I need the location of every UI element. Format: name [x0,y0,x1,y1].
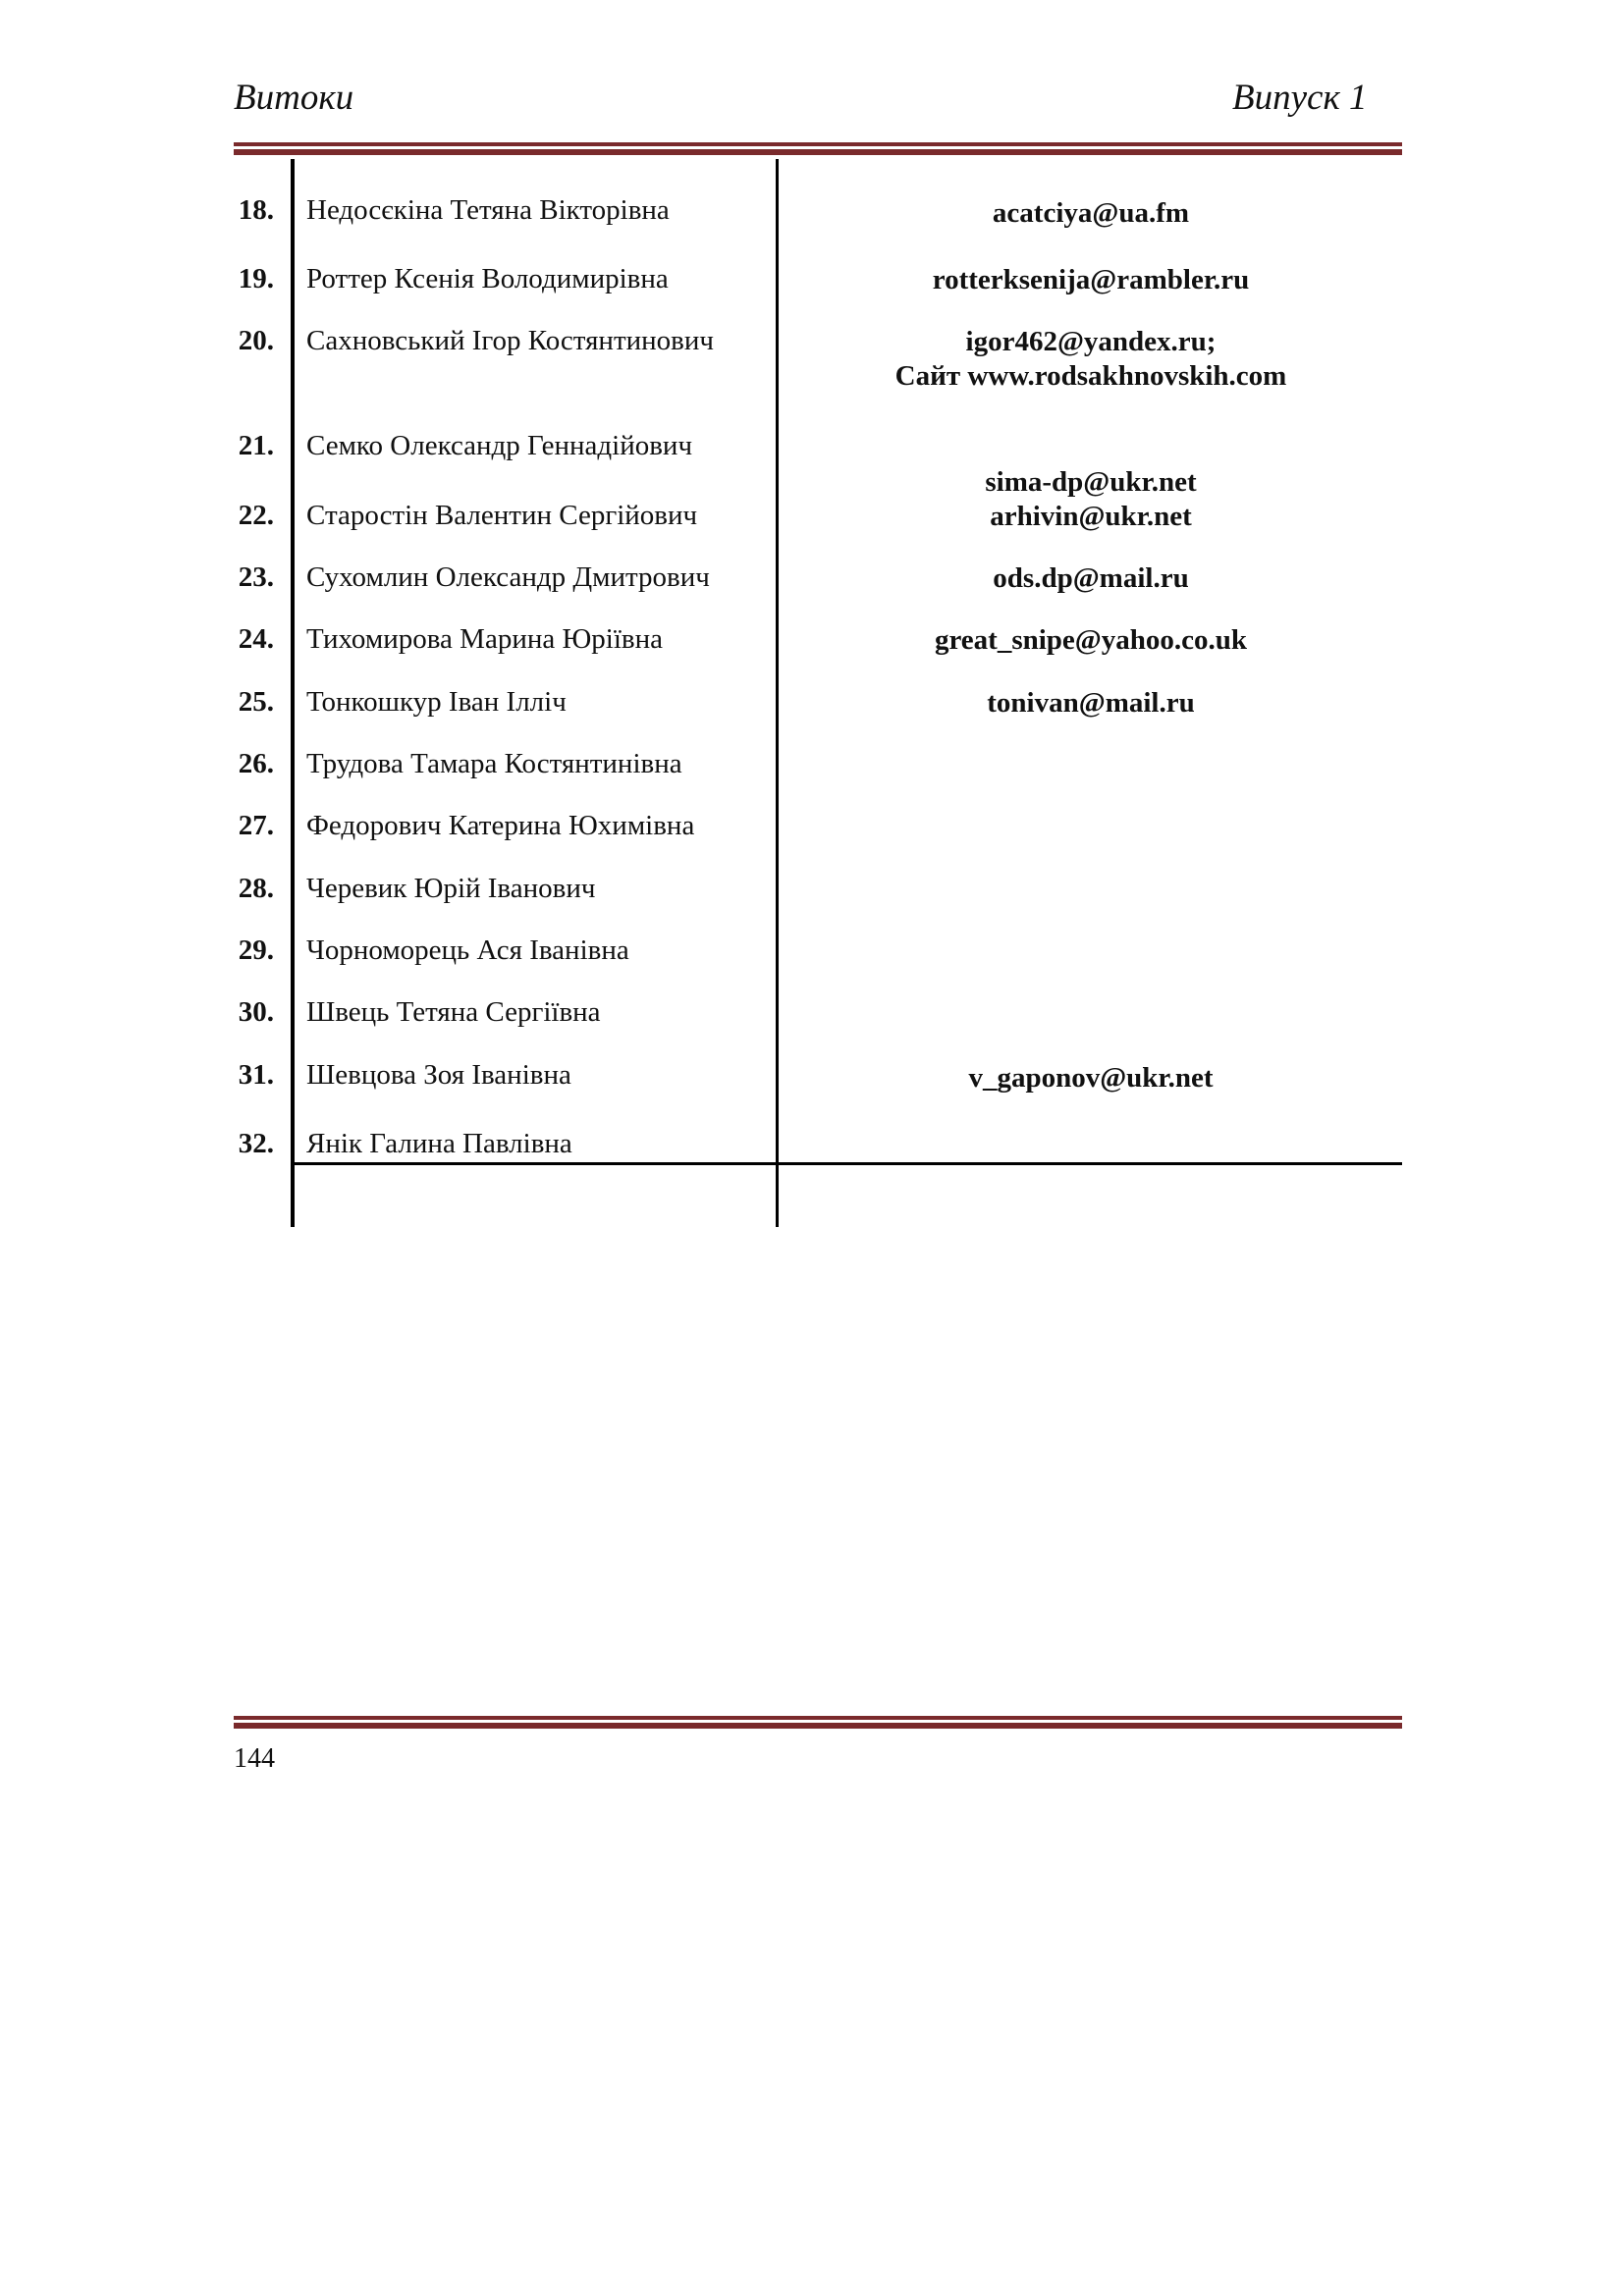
person-name: Тихомирова Марина Юріївна [306,623,663,655]
row-number: 29. [238,934,274,966]
row-number: 24. [238,623,274,655]
table-column-divider [776,159,779,1227]
table-left-border [291,159,295,1227]
contact-cell [780,1061,1402,1095]
contact-line: rotterksenija@rambler.ru [932,264,1250,295]
person-name: Тонкошкур Іван Ілліч [306,686,567,718]
row-number: 25. [238,686,274,718]
contact-cell [780,263,1402,297]
row-number: 22. [238,500,274,531]
row-number: 19. [238,263,274,294]
contact-line: acatciya@ua.fm [992,197,1190,229]
row-number: 20. [238,325,274,356]
person-name: Недосєкіна Тетяна Вікторівна [306,194,670,226]
row-number: 23. [238,561,274,593]
contact-line: Сайт www.rodsakhnovskih.com [894,360,1287,392]
header-rule [234,142,1402,155]
person-name: Шевцова Зоя Іванівна [306,1059,571,1091]
contact-line: great_snipe@yahoo.co.uk [934,624,1248,656]
person-name: Чорноморець Ася Іванівна [306,934,629,966]
footer-rule [234,1716,1402,1729]
row-number: 26. [238,748,274,779]
contact-cell [780,465,1402,534]
contact-cell [780,196,1402,231]
person-name: Старостін Валентин Сергійович [306,500,698,531]
table-bottom-rule [291,1162,1402,1165]
contact-cell [780,325,1402,394]
person-name: Трудова Тамара Костянтинівна [306,748,682,779]
row-number: 18. [238,194,274,226]
person-name: Семко Олександр Геннадійович [306,430,693,461]
contact-cell [780,561,1402,596]
person-name: Янік Галина Павлівна [306,1128,572,1159]
person-name: Сахновський Ігор Костянтинович [306,325,714,356]
contact-line: igor462@yandex.ru; [965,326,1217,357]
running-header-issue: Випуск 1 [1232,78,1368,118]
person-name: Сухомлин Олександр Дмитрович [306,561,710,593]
row-number: 32. [238,1128,274,1159]
row-number: 21. [238,430,274,461]
row-number: 30. [238,996,274,1028]
contact-line: v_gaponov@ukr.net [968,1062,1214,1094]
row-number: 28. [238,873,274,904]
person-name: Черевик Юрій Іванович [306,873,596,904]
person-name: Швець Тетяна Сергіївна [306,996,601,1028]
contact-line: arhivin@ukr.net [990,501,1192,532]
contact-cell [780,686,1402,721]
contact-line: sima-dp@ukr.net [985,466,1197,498]
contact-line: ods.dp@mail.ru [993,562,1189,594]
row-number: 27. [238,810,274,841]
person-name: Федорович Катерина Юхимівна [306,810,695,841]
page-number: 144 [234,1743,275,1774]
row-number: 31. [238,1059,274,1091]
person-name: Роттер Ксенія Володимирівна [306,263,669,294]
contact-cell [780,623,1402,658]
contact-line: tonivan@mail.ru [987,687,1195,719]
running-header-title: Витоки [234,78,354,118]
